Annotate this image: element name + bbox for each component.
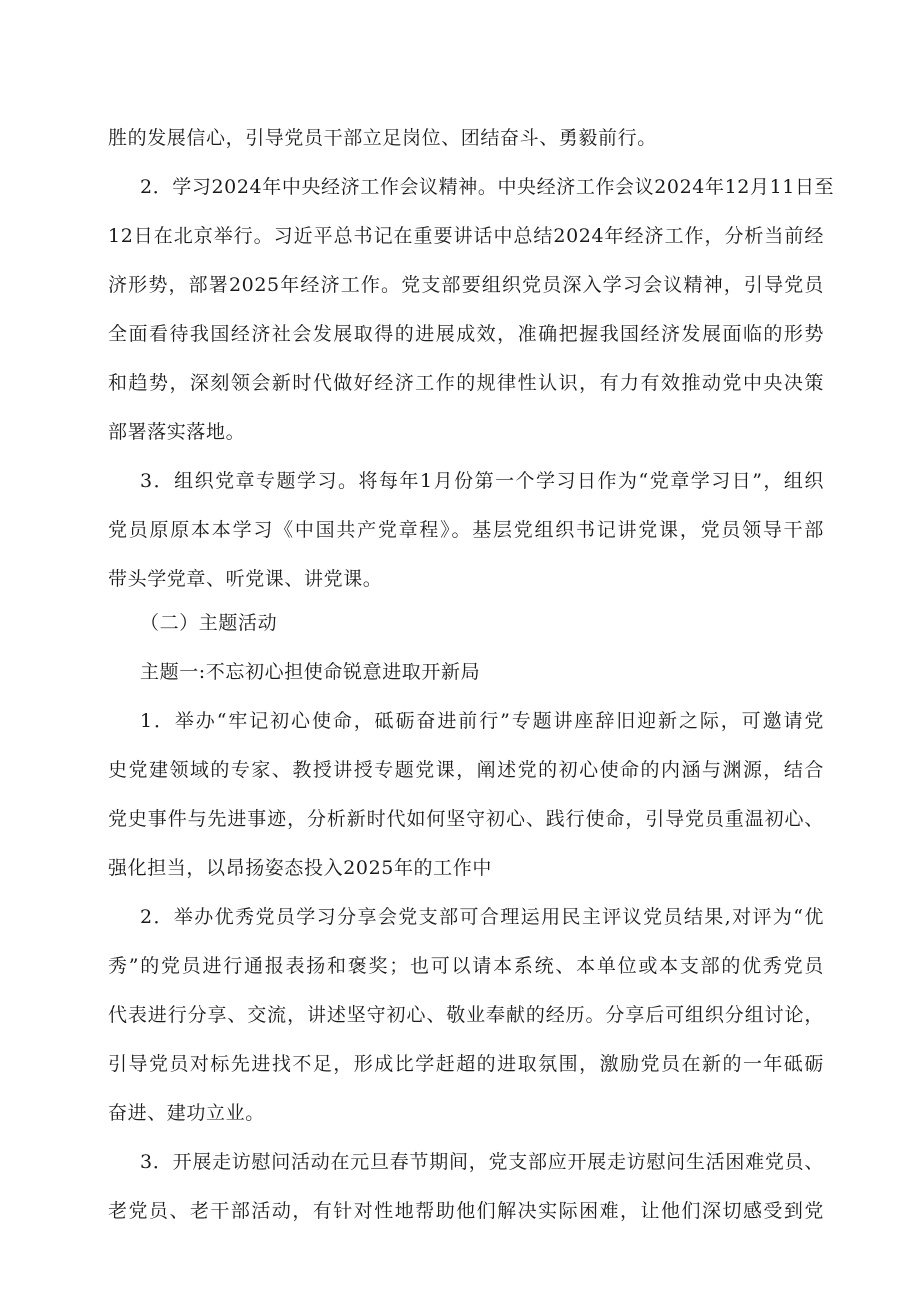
paragraph-line: 秀”的党员进行通报表扬和褒奖；也可以请本系统、本单位或本支部的优秀党员	[108, 955, 824, 977]
paragraph-line: 2．举办优秀党员学习分享会党支部可合理运用民主评议党员结果,对评为“优	[140, 906, 824, 928]
subsection-heading: 主题一:不忘初心担使命锐意进取开新局	[140, 661, 481, 683]
paragraph-line: 2．学习2024年中央经济工作会议精神。中央经济工作会议2024年12月11日至	[140, 176, 835, 198]
paragraph-line: 1．举办“牢记初心使命，砥砺奋进前行”专题讲座辞旧迎新之际，可邀请党	[140, 710, 824, 732]
paragraph-line: 代表进行分享、交流，讲述坚守初心、敬业奉献的经历。分享后可组织分组讨论，	[108, 1004, 824, 1026]
paragraph-line: 党员原原本本学习《中国共产党章程》。基层党组织书记讲党课，党员领导干部	[108, 519, 824, 541]
paragraph-line: 济形势，部署2025年经济工作。党支部要组织党员深入学习会议精神，引导党员	[108, 274, 824, 296]
paragraph-line: 奋进、建功立业。	[108, 1102, 265, 1124]
paragraph-line: 史党建领域的专家、教授讲授专题党课，阐述党的初心使命的内涵与渊源，结合	[108, 759, 824, 781]
paragraph-line: 和趋势，深刻领会新时代做好经济工作的规律性认识，有力有效推动党中央决策	[108, 372, 824, 394]
paragraph-line: 全面看待我国经济社会发展取得的进展成效，准确把握我国经济发展面临的形势	[108, 323, 824, 345]
section-heading: （二）主题活动	[140, 612, 278, 634]
paragraph-line: 党史事件与先进事迹，分析新时代如何坚守初心、践行使命，引导党员重温初心、	[108, 808, 824, 830]
paragraph-line: 3．组织党章专题学习。将每年1月份第一个学习日作为“党章学习日”，组织	[140, 470, 824, 492]
paragraph-line: 引导党员对标先进找不足，形成比学赶超的进取氛围，激励党员在新的一年砥砺	[108, 1053, 824, 1075]
paragraph-line: 胜的发展信心，引导党员干部立足岗位、团结奋斗、勇毅前行。	[108, 127, 657, 149]
paragraph-line: 3．开展走访慰问活动在元旦春节期间，党支部应开展走访慰问生活困难党员、	[140, 1151, 824, 1173]
paragraph-line: 部署落实落地。	[108, 421, 246, 443]
paragraph-line: 老党员、老干部活动，有针对性地帮助他们解决实际困难，让他们深切感受到党	[108, 1200, 824, 1222]
paragraph-line: 带头学党章、听党课、讲党课。	[108, 568, 383, 590]
paragraph-line: 强化担当，以昂扬姿态投入2025年的工作中	[108, 857, 492, 879]
paragraph-line: 12日在北京举行。习近平总书记在重要讲话中总结2024年经济工作，分析当前经	[108, 225, 824, 247]
